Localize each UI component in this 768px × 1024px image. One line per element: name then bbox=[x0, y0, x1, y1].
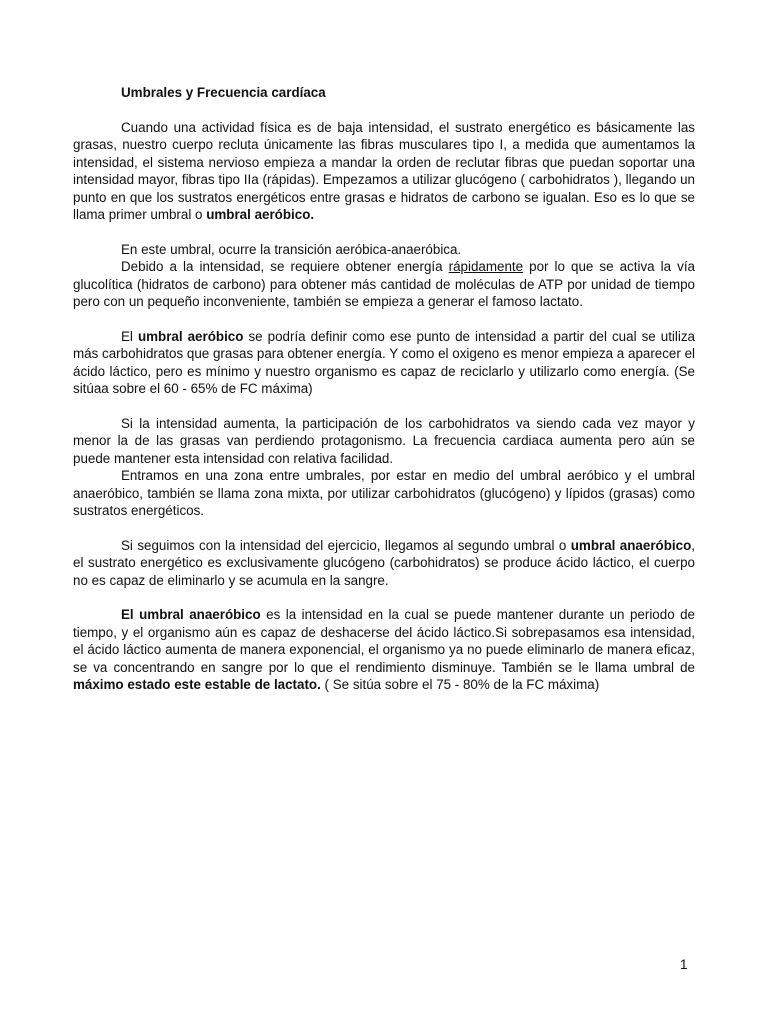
paragraph bbox=[73, 258, 695, 311]
paragraph bbox=[73, 328, 695, 398]
paragraph bbox=[73, 241, 695, 259]
bold-text: umbral aeróbico bbox=[137, 328, 244, 344]
paragraph-text: En este umbral, ocurre la transición aeróbica-anaeróbica. bbox=[121, 241, 462, 257]
document-body bbox=[73, 84, 695, 694]
paragraph-text: se podría definir como ese punto de intensidad a partir del cual se utiliza más carbohidratos que grasas para obtener energía. Y como el oxigeno es menor empieza a aparecer el ácido láctico, pero es mínimo y nuestro organismo es capaz de reciclarlo y utilizarlo como energía. (Se sitúaa sobre el 60 - 65% de FC máxima) bbox=[73, 328, 695, 396]
paragraph-text: Debido a la intensidad, se requiere obtener energía bbox=[121, 259, 449, 274]
paragraph-text: por lo que se activa la vía glucolítica (hidratos de carbono) para obtener más cantidad de moléculas de ATP por unidad de tiempo pero con un pequeño inconveniente, también se empieza a generar el famoso lactato. bbox=[73, 259, 695, 309]
paragraph-text: Entramos en una zona entre umbrales, por estar en medio del umbral aeróbico y el umbral anaeróbico, también se llama zona mixta, por utilizar carbohidratos (glucógeno) y lípidos (grasas) como sustratos energéticos. bbox=[73, 468, 695, 518]
paragraph-text: es la intensidad en la cual se puede mantener durante un periodo de tiempo, y el organismo aún es capaz de deshacerse del ácido láctico.Si sobrepasamos esa intensidad, el ácido láctico aumenta de manera exponencial, el organismo ya no puede eliminarlo de manera eficaz, se va concentrando en sangre por lo que el rendimiento disminuye. También se le llama umbral de bbox=[73, 607, 695, 675]
paragraph-text: El bbox=[121, 328, 138, 344]
paragraph-text: Si seguimos con la intensidad del ejercicio, llegamos al segundo umbral o bbox=[121, 537, 571, 553]
paragraph bbox=[73, 467, 695, 520]
paragraph-text: , el sustrato energético es exclusivamente glucógeno (carbohidratos) se produce ácido láctico, el cuerpo no es capaz de eliminarlo y se acumula en la sangre. bbox=[73, 537, 695, 588]
paragraph bbox=[73, 119, 695, 224]
document-title: Umbrales y Frecuencia cardíaca bbox=[121, 85, 326, 100]
paragraph-text: ( Se sitúa sobre el 75 - 80% de la FC máxima) bbox=[320, 677, 600, 692]
bold-text: umbral anaeróbico bbox=[570, 537, 692, 553]
paragraph bbox=[73, 537, 695, 590]
bold-text: máximo estado este estable de lactato. bbox=[73, 677, 321, 692]
bold-text: umbral aeróbico. bbox=[206, 207, 315, 222]
paragraph-text: Si la intensidad aumenta, la participación de los carbohidratos va siendo cada vez mayor y menor la de las grasas van perdiendo protagonismo. La frecuencia cardiaca aumenta pero aún se puede mantener esta intensidad con relativa facilidad. bbox=[73, 415, 695, 466]
page-number: 1 bbox=[680, 957, 688, 972]
underlined-text: rápidamente bbox=[448, 259, 524, 274]
paragraph bbox=[73, 415, 695, 468]
paragraph bbox=[73, 606, 695, 694]
paragraph-text: Cuando una actividad física es de baja intensidad, el sustrato energético es básicamente las grasas, nuestro cuerpo recluta únicamente las fibras musculares tipo I, a medida que aumentamos la intensidad, el sistema nervioso empieza a mandar la orden de reclutar fibras que puedan soportar una intensidad mayor, fibras tipo IIa (rápidas). Empezamos a utilizar glucógeno ( carbohidratos ), llegando un punto en que los sustratos energéticos entre grasas e hidratos de carbono se igualan. Eso es lo que se llama primer umbral o bbox=[73, 119, 695, 222]
bold-text: El umbral anaeróbico bbox=[121, 607, 261, 622]
paragraph-list bbox=[73, 119, 695, 694]
